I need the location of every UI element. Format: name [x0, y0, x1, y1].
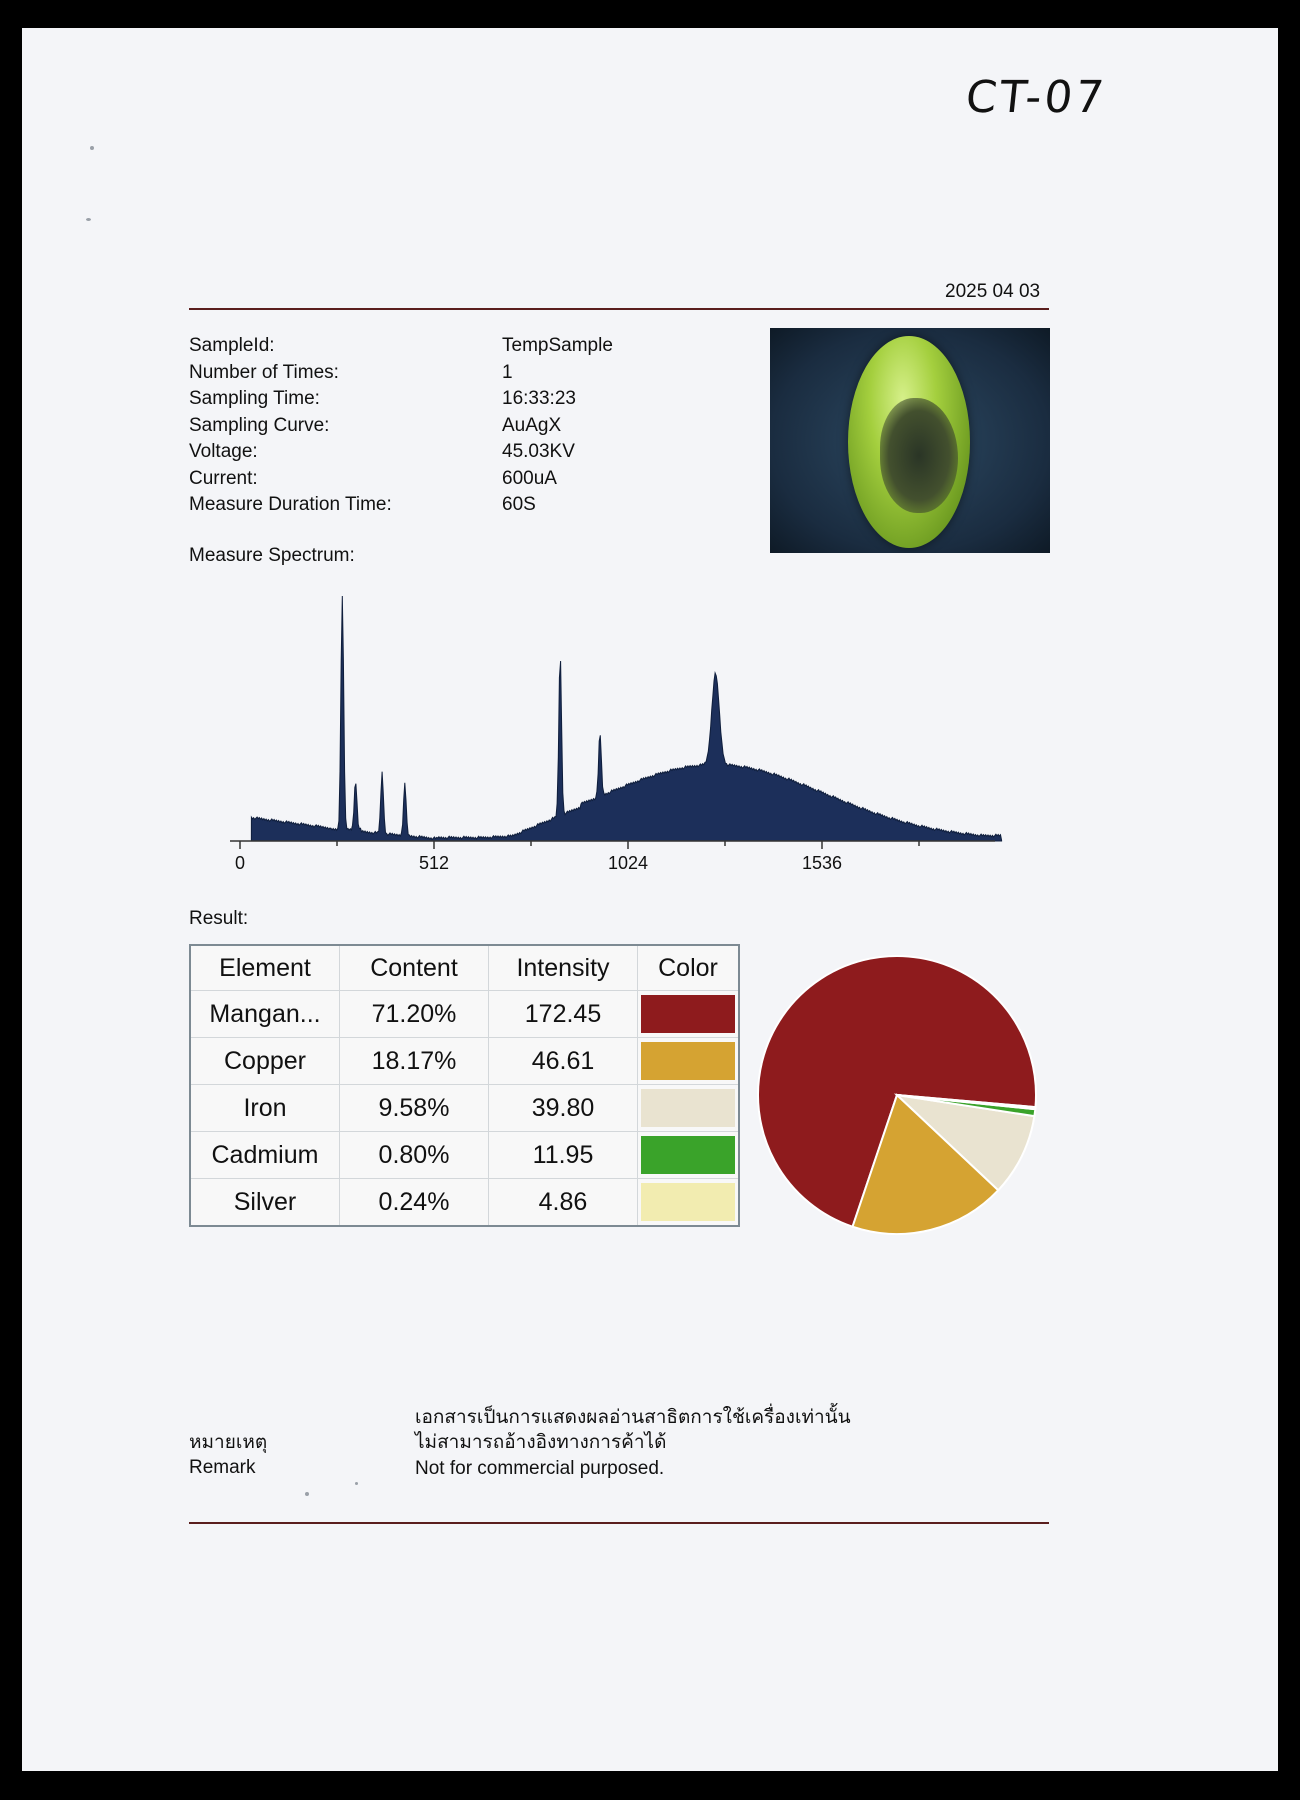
voltage-value: 45.03KV	[502, 441, 575, 462]
sample-info-labels	[189, 333, 392, 519]
scan-speck	[355, 1482, 358, 1485]
table-row	[190, 1085, 739, 1132]
color-cell	[638, 1132, 740, 1179]
duration-label: Measure Duration Time:	[189, 494, 392, 515]
sampling-curve-label: Sampling Curve:	[189, 414, 330, 436]
color-swatch	[641, 1136, 735, 1174]
handwritten-sample-id: CT-07	[963, 72, 1110, 123]
sampling-curve-value: AuAgX	[502, 414, 562, 436]
sample-id-label: SampleId:	[189, 335, 275, 356]
tick-label-1536: 1536	[801, 853, 843, 873]
result-label: Result:	[189, 908, 249, 929]
current-value: 600uA	[502, 467, 557, 489]
element-cell: Silver	[190, 1179, 340, 1227]
scan-speck	[86, 218, 91, 221]
current-label: Current:	[189, 467, 258, 489]
content-cell: 18.17%	[340, 1038, 489, 1085]
color-cell	[638, 1179, 740, 1227]
content-cell: 0.80%	[340, 1132, 489, 1179]
header-color: Color	[638, 945, 740, 991]
remark-thai-line-1: เอกสารเป็นการแสดงผลอ่านสาธิตการใช้เครื่องเท่านั้น	[415, 1407, 851, 1428]
intensity-cell: 46.61	[489, 1038, 638, 1085]
content-cell: 9.58%	[340, 1085, 489, 1132]
scan-speck	[305, 1492, 309, 1496]
header-intensity: Intensity	[489, 945, 638, 991]
report-date: 2025 04 03	[945, 281, 1041, 302]
header-element: Element	[190, 945, 340, 991]
intensity-cell: 172.45	[489, 991, 638, 1038]
intensity-cell: 11.95	[489, 1132, 638, 1179]
report-paper	[22, 28, 1278, 1771]
color-swatch	[641, 1183, 735, 1221]
result-table	[189, 944, 740, 1227]
tick-label-0: 0	[234, 853, 246, 873]
bottom-divider	[189, 1522, 1049, 1524]
content-cell: 0.24%	[340, 1179, 489, 1227]
table-row	[190, 1132, 739, 1179]
composition-pie-chart	[752, 950, 1042, 1240]
color-swatch	[641, 995, 735, 1033]
voltage-label: Voltage:	[189, 441, 258, 462]
element-cell: Copper	[190, 1038, 340, 1085]
spectrum-label: Measure Spectrum:	[189, 545, 355, 566]
spectrum-area	[251, 596, 1001, 841]
color-swatch	[641, 1089, 735, 1127]
remark-english-text: Not for commercial purposed.	[415, 1458, 665, 1479]
pie-slices	[758, 956, 1036, 1234]
duration-value: 60S	[502, 494, 536, 515]
sample-photo	[770, 328, 1050, 553]
sample-id-value: TempSample	[502, 335, 613, 356]
gemstone-inclusion	[880, 398, 958, 513]
top-divider	[189, 308, 1049, 310]
remark-labels	[189, 1430, 267, 1480]
tick-label-1024: 1024	[607, 853, 649, 873]
sample-info-values	[502, 333, 613, 519]
remark-label-thai: หมายเหตุ	[189, 1432, 268, 1453]
spectrum-chart	[230, 580, 1010, 880]
element-cell: Iron	[190, 1085, 340, 1132]
intensity-cell: 4.86	[489, 1179, 638, 1227]
table-row	[190, 1038, 739, 1085]
color-cell	[638, 1085, 740, 1132]
color-swatch	[641, 1042, 735, 1080]
tick-label-512: 512	[418, 853, 450, 873]
remark-label-en: Remark	[189, 1457, 256, 1478]
sampling-time-value: 16:33:23	[502, 388, 576, 409]
result-header-row	[190, 945, 739, 991]
spectrum-ticks	[240, 841, 1010, 849]
element-cell: Mangan...	[190, 991, 340, 1038]
remark-thai-text	[415, 1405, 851, 1455]
number-of-times-value: 1	[502, 361, 513, 383]
color-cell	[638, 991, 740, 1038]
color-cell	[638, 1038, 740, 1085]
table-row	[190, 1179, 739, 1227]
sampling-time-label: Sampling Time:	[189, 388, 320, 409]
intensity-cell: 39.80	[489, 1085, 638, 1132]
content-cell: 71.20%	[340, 991, 489, 1038]
number-of-times-label: Number of Times:	[189, 361, 339, 383]
table-row	[190, 991, 739, 1038]
scan-speck	[90, 146, 94, 150]
remark-thai-line-2: ไม่สามารถอ้างอิงทางการค้าได้	[415, 1432, 667, 1453]
header-content: Content	[340, 945, 489, 991]
element-cell: Cadmium	[190, 1132, 340, 1179]
